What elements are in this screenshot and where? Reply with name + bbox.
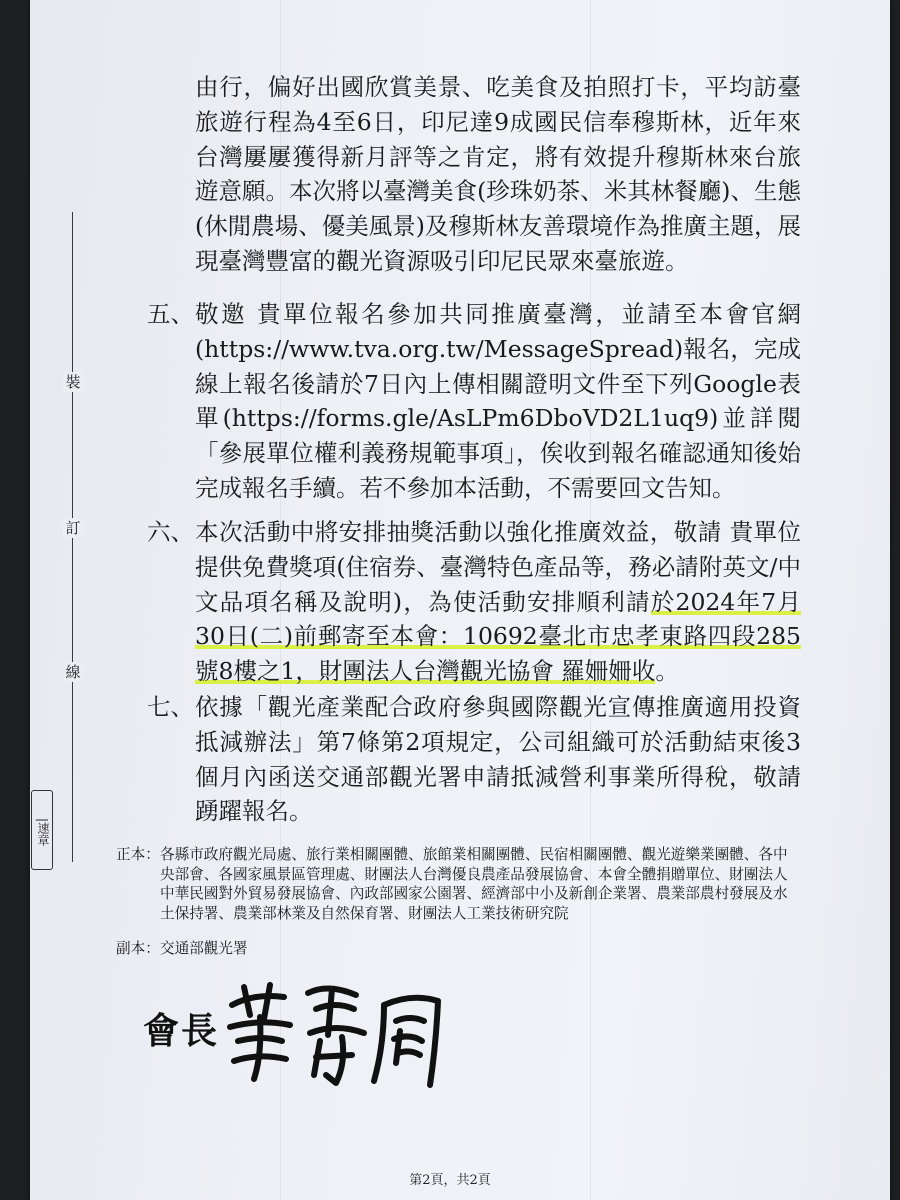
binding-char-zhuang: 裝: [63, 372, 83, 392]
binding-char-ding: 訂: [63, 518, 83, 538]
item-5-number: 五、: [147, 300, 194, 328]
item-7-number: 七、: [147, 693, 194, 721]
signer-title: 會長: [143, 1010, 220, 1052]
item-6-text: [195, 515, 801, 689]
item-6-text-a: 本次活動中將安排抽獎活動以強化推廣效益，敬請 貴單位提供免費獎項(住宿券、臺灣特色產品等，務必請附英文/中文品項名稱及說明)，為使活動安排順利請: [195, 518, 801, 616]
binding-char-xian: 線: [63, 662, 83, 682]
copy-recipients-text: 交通部觀光署: [160, 940, 248, 957]
item-5-text: 敬邀 貴單位報名參加共同推廣臺灣，並請至本會官網(https://www.tva.org.tw/MessageSpread)報名，完成線上報名後請於7日內上傳相關證明文件至下列Google表單(https://forms.gle/AsLPm6DboVD2L1uq9)並詳閱「參展單位權利義務規範事項」，俟收到報名確認通知後始完成報名手續。若不參加本活動，不需要回文告知。: [195, 300, 801, 502]
copy-recipients-label: 副本：: [116, 940, 160, 957]
item-6-highlighted: 於2024年7月30日(二)前郵寄至本會：10692臺北市忠孝東路四段285號8樓之1，財團法人台灣觀光協會 羅姍姍收: [195, 587, 801, 686]
handwritten-signature: [224, 975, 454, 1095]
item-7-text: 依據「觀光產業配合政府參與國際觀光宣傳推廣適用投資抵減辦法」第7條第2項規定，公司組織可於活動結束後3個月內函送交通部觀光署申請抵減營利事業所得稅，敬請踴躍報名。: [195, 693, 801, 826]
paragraph-continued: 由行，偏好出國欣賞美景、吃美食及拍照打卡，平均訪臺旅遊行程為4至6日，印尼達9成國民信奉穆斯林，近年來台灣屢屢獲得新月評等之肯定，將有效提升穆斯林來台旅遊意願。本次將以臺灣美食(珍珠奶茶、米其林餐廳)、生態(休閒農場、優美風景)及穆斯林友善環境作為推廣主題，展現臺灣豐富的觀光資源吸引印尼民眾來臺旅遊。: [195, 73, 801, 275]
item-6-number: 六、: [147, 518, 194, 546]
page-number: 第2頁，共2頁: [409, 1173, 491, 1188]
item-6-text-b: 。: [655, 657, 679, 686]
seal-stamp: |速章: [31, 790, 53, 870]
main-recipients-text: 各縣市政府觀光局處、旅行業相關團體、旅館業相關團體、民宿相關團體、觀光遊樂業團體、各中央部會、各國家風景區管理處、財團法人台灣優良農產品發展協會、本會全體捐贈單位、財團法人中華民國對外貿易發展協會、內政部國家公園署、經濟部中小及新創企業署、農業部農村發展及水土保持署、農業部林業及自然保育署、財團法人工業技術研究院: [160, 846, 788, 922]
main-recipients-label: 正本：: [116, 846, 160, 863]
